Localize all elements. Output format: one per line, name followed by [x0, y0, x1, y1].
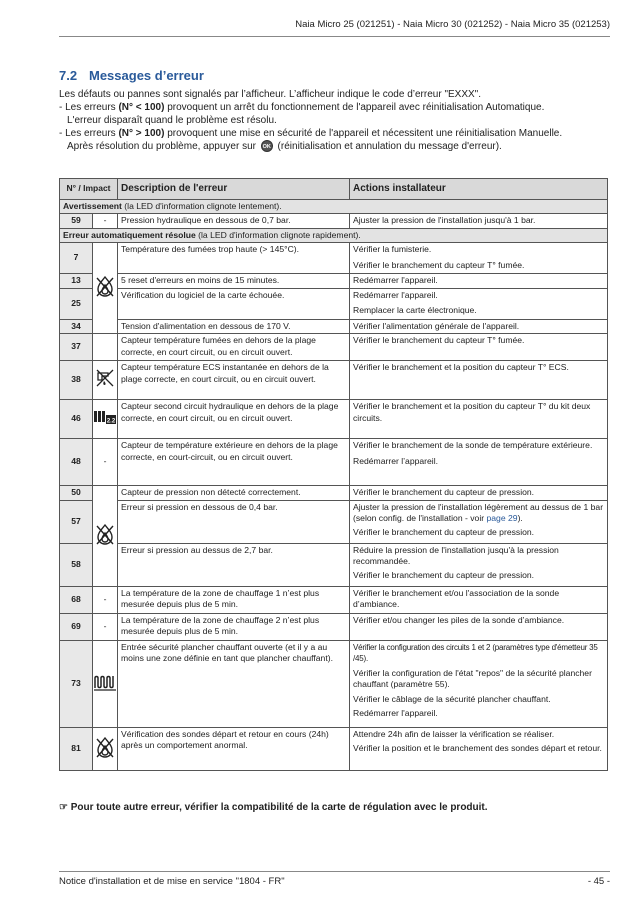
- table-row: 13 5 reset d'erreurs en moins de 15 minutes. Redémarrer l'appareil.: [60, 274, 608, 289]
- pointing-hand-icon: ☞: [59, 802, 68, 813]
- section-heading: Messages d’erreur: [89, 68, 204, 83]
- table-row: 57 Erreur si pression en dessous de 0,4 bar. Ajuster la pression de l'installation légèrement au dessus de 1 bar (selon config. de l'installation - voir page 29). Vérifier le branchement du capteur de pression.: [60, 500, 608, 543]
- section-title: [59, 68, 204, 83]
- floor-heating-icon: [93, 640, 118, 727]
- footnote: ☞ Pour toute autre erreur, vérifier la compatibilité de la carte de régulation avec le produit.: [59, 802, 488, 813]
- col-header-code: N° / Impact: [60, 179, 118, 200]
- table-row: 37 Capteur température fumées en dehors de la plage correcte, en court circuit, ou en circuit ouvert. Vérifier le branchement du capteur T° fumée.: [60, 334, 608, 361]
- page-header: [59, 14, 610, 37]
- table-row: 58 Erreur si pression au dessus de 2,7 bar. Réduire la pression de l'installation jusqu'à la pression recommandée. Vérifier le branchement du capteur de pression.: [60, 543, 608, 586]
- col-header-desc: Description de l'erreur: [118, 179, 350, 200]
- flame-warning-icon: [93, 486, 118, 587]
- table-row: 7 Température des fumées trop haute (> 145°C). Vérifier la fumisterie. Vérifier le branchement du capteur T° fumée.: [60, 243, 608, 274]
- section-number: 7.2: [59, 68, 78, 83]
- header-title: Naia Micro 25 (021251) - Naia Micro 30 (021252) - Naia Micro 35 (021253): [295, 19, 610, 30]
- flame-warning-icon: [93, 243, 118, 334]
- section-row-warning: Avertissement (la LED d'information clignote lentement).: [60, 199, 608, 214]
- intro-line: Les défauts ou pannes sont signalés par l’afficheur. L’afficheur indique le code d’erreur "EXXX".: [59, 89, 482, 100]
- table-header: [60, 179, 608, 200]
- table-row: 38 Capteur température ECS instantanée en dehors de la plage correcte, en court circuit, ou en circuit ouvert. Vérifier le branchement et la position du capteur T° ECS.: [60, 361, 608, 400]
- circuit-badge: 2.2: [106, 418, 116, 425]
- table-row: 69 - La température de la zone de chauffage 2 n’est plus mesurée depuis plus de 5 min. Vérifier et/ou changer les piles de la sonde d’ambiance.: [60, 613, 608, 640]
- intro-text: [59, 88, 611, 153]
- table-row: 68 - La température de la zone de chauffage 1 n’est plus mesurée depuis plus de 5 min. Vérifier le branchement et/ou l'association de la sonde d’ambiance.: [60, 586, 608, 613]
- table-row: 25 Vérification du logiciel de la carte échouée. Redémarrer l'appareil. Remplacer la carte électronique.: [60, 288, 608, 319]
- bullet-manual: - Les erreurs (N° > 100) provoquent une mise en sécurité de l'appareil et nécessitent une réinitialisation Manuelle.: [59, 128, 563, 139]
- table-row: 46 2.2 Capteur second circuit hydraulique en dehors de la plage correcte, en court circuit, ou en circuit ouvert. Vérifier le branchement et la position du capteur T° du kit deux circuits.: [60, 400, 608, 439]
- page-footer: [59, 871, 610, 887]
- bullet-auto: - Les erreurs (N° < 100) provoquent un arrêt du fonctionnement de l'appareil avec réinitialisation Automatique.: [59, 102, 545, 113]
- section-row-auto: Erreur automatiquement résolue (la LED d'information clignote rapidement).: [60, 228, 608, 243]
- col-header-actions: Actions installateur: [350, 179, 608, 200]
- table-row: 59 - Pression hydraulique en dessous de 0,7 bar. Ajuster la pression de l'installation jusqu'à 1 bar.: [60, 214, 608, 229]
- table-row: 48 - Capteur de température extérieure en dehors de la plage correcte, en court-circuit, ou en circuit ouvert. Vérifier le branchement de la sonde de température extérieure. Redémarrer l’appareil.: [60, 439, 608, 486]
- bullet-auto-line2: L'erreur disparaît quand le problème est résolu.: [67, 115, 277, 126]
- table-row: 81 Vérification des sondes départ et retour en cours (24h) après un comportement anormal. Attendre 24h afin de laisser la vérification se réaliser. Vérifier la position et le branchement des sondes départ et retour.: [60, 727, 608, 770]
- dhw-tap-icon: [93, 361, 118, 400]
- table-row: 50 Capteur de pression non détecté correctement. Vérifier le branchement du capteur de pression.: [60, 486, 608, 501]
- page-number: - 45 -: [587, 876, 610, 887]
- ok-button-icon: OK: [261, 140, 273, 152]
- flame-warning-icon: [93, 727, 118, 770]
- radiator-circuit-icon: [93, 400, 118, 439]
- page-link[interactable]: page 29: [486, 513, 518, 523]
- bullet-manual-line2: Après résolution du problème, appuyer sur OK (réinitialisation et annulation du message d'erreur).: [67, 141, 502, 152]
- table-row: 73 Entrée sécurité plancher chauffant ouverte (et il y a au moins une zone définie en tant que plancher chauffant). Vérifier la configuration des circuits 1 et 2 (paramètres type d'émetteur 35 /45). Vérifier la configuration de l'état "repos" de la sécurité plancher chauffant (paramètre 55). Vérifier le câblage de la sécurité plancher chauffant. Redémarrer l'appareil.: [60, 640, 608, 727]
- footer-doc-title: Notice d'installation et de mise en service "1804 - FR": [59, 876, 285, 887]
- error-table: [59, 178, 608, 771]
- table-row: 34 Tension d'alimentation en dessous de 170 V. Vérifier l'alimentation générale de l'appareil.: [60, 319, 608, 334]
